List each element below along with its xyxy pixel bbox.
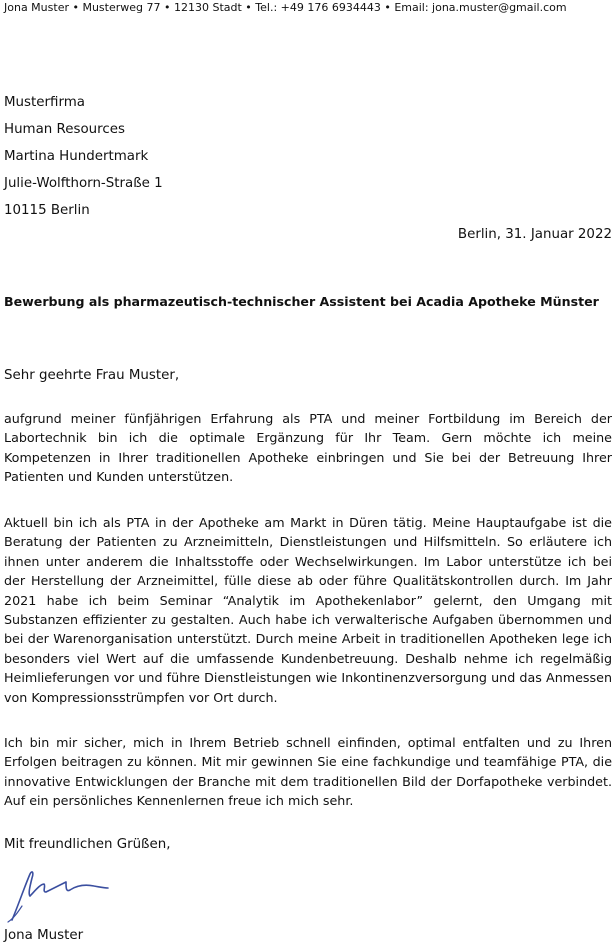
- recipient-company: Musterfirma: [4, 95, 85, 110]
- recipient-city: 10115 Berlin: [4, 203, 90, 218]
- handwritten-signature: [4, 862, 114, 924]
- salutation: Sehr geehrte Frau Muster,: [4, 368, 180, 383]
- recipient-street: Julie-Wolfthorn-Straße 1: [4, 176, 163, 191]
- body-paragraph-1: aufgrund meiner fünfjährigen Erfahrung als PTA und meiner Fortbildung im Bereich der Labortechnik bin ich die optimale Ergänzung für Ihr Team. Gern möchte ich meine Kompetenzen in Ihrer traditionellen Apotheke einbringen und Sie bei der Betreuung Ihrer Patienten und Kunden unterstützen.: [4, 411, 612, 485]
- closing-phrase: Mit freundlichen Grüßen,: [4, 837, 171, 852]
- body-paragraph-3: Ich bin mir sicher, mich in Ihrem Betrieb schnell einfinden, optimal entfalten und zu Ihren Erfolgen beitragen zu können. Mit mir gewinnen Sie eine fachkundige und teamfähige PTA, die innovative Entwicklungen der Branche mit dem traditionellen Bild der Dorfapotheke verbindet. Auf ein persönliches Kennenlernen freue ich mich sehr.: [4, 735, 612, 809]
- signature-stroke-main: [12, 872, 108, 920]
- recipient-contact-person: Martina Hundertmark: [4, 149, 149, 164]
- body-paragraph-2: Aktuell bin ich als PTA in der Apotheke am Markt in Düren tätig. Meine Hauptaufgabe ist die Beratung der Patienten zu Arzneimitteln, Dienstleistungen und Hilfsmitteln. So erläutere ich ihnen unter anderem die Inhaltsstoffe oder Wechselwirkungen. Im Labor unterstütze ich bei der Herstellung der Arzneimittel, fülle diese ab oder führe Qualitätskontrollen durch. Im Jahr 2021 habe ich beim Seminar “Analytik im Apothekenlabor” gelernt, den Umgang mit Substanzen effizienter zu gestalten. Auch habe ich verwalterische Aufgaben übernommen und bei der Warenorganisation unterstützt. Durch meine Arbeit in traditionellen Apotheken lege ich besonders viel Wert auf die umfassende Kundenbetreuung. Deshalb nehme ich regelmäßig Heimlieferungen vor und führe Dienstleistungen wie Inkontinenzversorgung und das Anmessen von Kompressionsstrümpfen vor Ort durch.: [4, 515, 612, 705]
- signer-name: Jona Muster: [4, 928, 84, 943]
- sender-contact-line: Jona Muster • Musterweg 77 • 12130 Stadt • Tel.: +49 176 6934443 • Email: jona.muster@gmail.com: [4, 1, 567, 14]
- recipient-department: Human Resources: [4, 122, 125, 137]
- letter-date: Berlin, 31. Januar 2022: [457, 227, 612, 242]
- recipient-address-block: [4, 89, 163, 224]
- letter-subject: Bewerbung als pharmazeutisch-technischer Assistent bei Acadia Apotheke Münster: [4, 294, 599, 309]
